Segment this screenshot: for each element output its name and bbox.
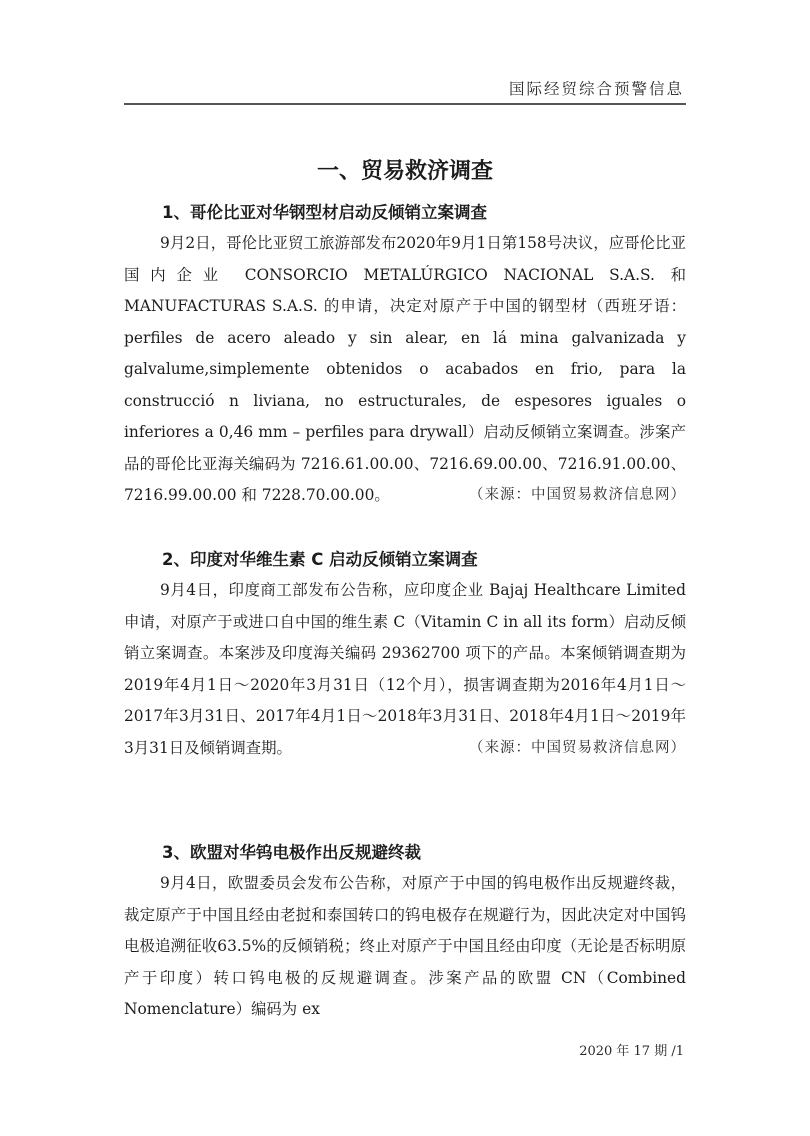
article-text: 9月4日，印度商工部发布公告称，应印度企业 Bajaj Healthcare Limited 申请，对原产于或进口自中国的维生素 C（Vitamin C in all its form）启动反倾销立案调查。本案涉及印度海关编码 29362700 项下的产品。本案倾销调查期为2019年4月1日～2020年3月31日（12个月），损害调查期为2016年4月1日～2017年3月31日、2017年4月1日～2018年3月31日、2018年4月1日～2019年3月31日及倾销调查期。 — [124, 581, 686, 757]
article-body — [124, 868, 686, 1026]
article-2 — [124, 545, 686, 764]
article-source: （来源：中国贸易救济信息网） — [469, 487, 686, 503]
article-body — [124, 228, 686, 512]
section-title: 一、贸易救济调查 — [316, 159, 493, 184]
page-footer: 2020 年 17 期 /1 — [579, 1044, 684, 1059]
article-text: 9月4日，欧盟委员会发布公告称，对原产于中国的钨电极作出反规避终裁，裁定原产于中国且经由老挝和泰国转口的钨电极存在规避行为，因此决定对中国钨电极追溯征收63.5%的反倾销税；终止对原产于中国且经由印度（无论是否标明原产于印度）转口钨电极的反规避调查。涉案产品的欧盟 CN（Combined Nomenclature）编码为 ex — [124, 874, 686, 1018]
article-body — [124, 575, 686, 764]
article-text: 9月2日，哥伦比亚贸工旅游部发布2020年9月1日第158号决议，应哥伦比亚国内企业 CONSORCIO METALÚRGICO NACIONAL S.A.S. 和 MANUFACTURAS S.A.S. 的申请，决定对原产于中国的钢型材（西班牙语：perfiles de acero aleado y sin alear, en lá mina galvanizada y galvalume,simplemente obtenidos o acabados en frio, para la construcció n liviana, no estructurales, de espesores iguales o inferiores a 0,46 mm – perfiles para drywall）启动反倾销立案调查。涉案产品的哥伦比亚海关编码为 7216.61.00.00、7216.69.00.00、7216.91.00.00、7216.99.00.00 和 7228.70.00.00。 — [124, 234, 686, 504]
article-title: 2、印度对华维生素 C 启动反倾销立案调查 — [162, 550, 478, 569]
article-title: 3、欧盟对华钨电极作出反规避终裁 — [162, 843, 421, 862]
article-3 — [124, 838, 686, 1026]
running-header: 国际经贸综合预警信息 — [508, 80, 684, 98]
header-rule — [124, 103, 686, 105]
article-title: 1、哥伦比亚对华钢型材启动反倾销立案调查 — [162, 203, 487, 222]
article-1 — [124, 198, 686, 512]
article-source: （来源：中国贸易救济信息网） — [469, 739, 686, 756]
